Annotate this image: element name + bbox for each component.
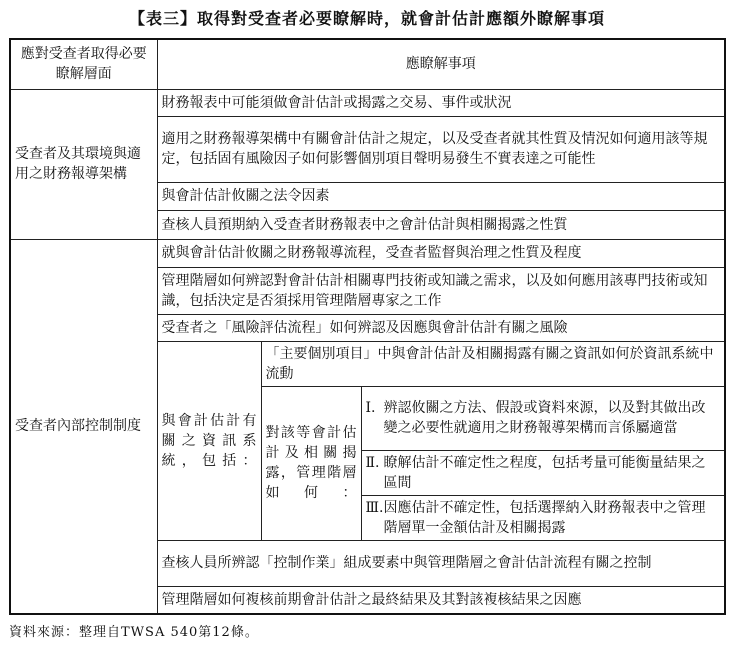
list-item: 適用之財務報導架構中有關會計估計之規定，以及受查者就其性質及情況如何適用該等規定，包括固有風險因子如何影響個別項目聲明易發生不實表達之可能性 — [157, 116, 725, 182]
source-note: 資料來源：整理自TWSA 540第12條。 — [9, 625, 259, 640]
list-item: 受查者之「風險評估流程」如何辨認及因應與會計估計有關之風險 — [157, 314, 725, 341]
list-item: 與會計估計攸關之法令因素 — [157, 182, 725, 210]
header-aspect: 應對受查者取得必要瞭解層面 — [10, 39, 157, 89]
sub-item-3 — [361, 495, 725, 540]
list-item: 管理階層如何複核前期會計估計之最終結果及其對該複核結果之因應 — [157, 586, 725, 614]
list-item: 查核人員預期納入受查者財務報表中之會計估計與相關揭露之性質 — [157, 210, 725, 239]
sub-item-number: Ⅲ. — [365, 499, 384, 516]
category-entity-framework: 受查者及其環境與適用之財務報導架構 — [10, 89, 157, 239]
sub-item-number: Ⅱ. — [365, 454, 380, 471]
sub-item-2 — [361, 450, 725, 495]
header-items: 應瞭解事項 — [157, 39, 725, 89]
table-title: 【表三】取得對受查者必要瞭解時，就會計估計應額外瞭解事項 — [128, 9, 605, 28]
list-item: 管理階層如何辨認對會計估計相關專門技術或知識之需求，以及如何應用該專門技術或知識，包括決定是否須採用管理階層專家之工作 — [157, 267, 725, 314]
audit-table — [9, 38, 726, 615]
header-row — [10, 39, 725, 89]
category-internal-control: 受查者內部控制制度 — [10, 239, 157, 614]
table-row — [10, 239, 725, 267]
info-system-label: 與會計估計有關之資訊系統，包括： — [157, 341, 261, 540]
list-item: 查核人員所辨認「控制作業」組成要素中與管理階層之會計估計流程有關之控制 — [157, 540, 725, 586]
info-system-first-item: 「主要個別項目」中與會計估計及相關揭露有關之資訊如何於資訊系統中流動 — [261, 341, 725, 386]
sub-item-text: 因應估計不確定性，包括選擇納入財務報表中之管理階層單一金額估計及相關揭露 — [383, 499, 706, 536]
sub-item-number: Ⅰ. — [365, 400, 376, 416]
sub-item-text: 辨認攸關之方法、假設或資料來源，以及對其做出改變之必要性就適用之財務報導架構而言係屬適當 — [383, 400, 706, 436]
table-row — [10, 89, 725, 116]
list-item: 就與會計估計攸關之財務報導流程，受查者監督與治理之性質及程度 — [157, 239, 725, 267]
info-system-sub-label: 對該等會計估計及相關揭露，管理階層如何： — [261, 386, 361, 540]
list-item: 財務報表中可能須做會計估計或揭露之交易、事件或狀況 — [157, 89, 725, 116]
sub-item-1 — [361, 386, 725, 450]
sub-item-text: 瞭解估計不確定性之程度，包括考量可能衡量結果之區間 — [383, 454, 706, 491]
